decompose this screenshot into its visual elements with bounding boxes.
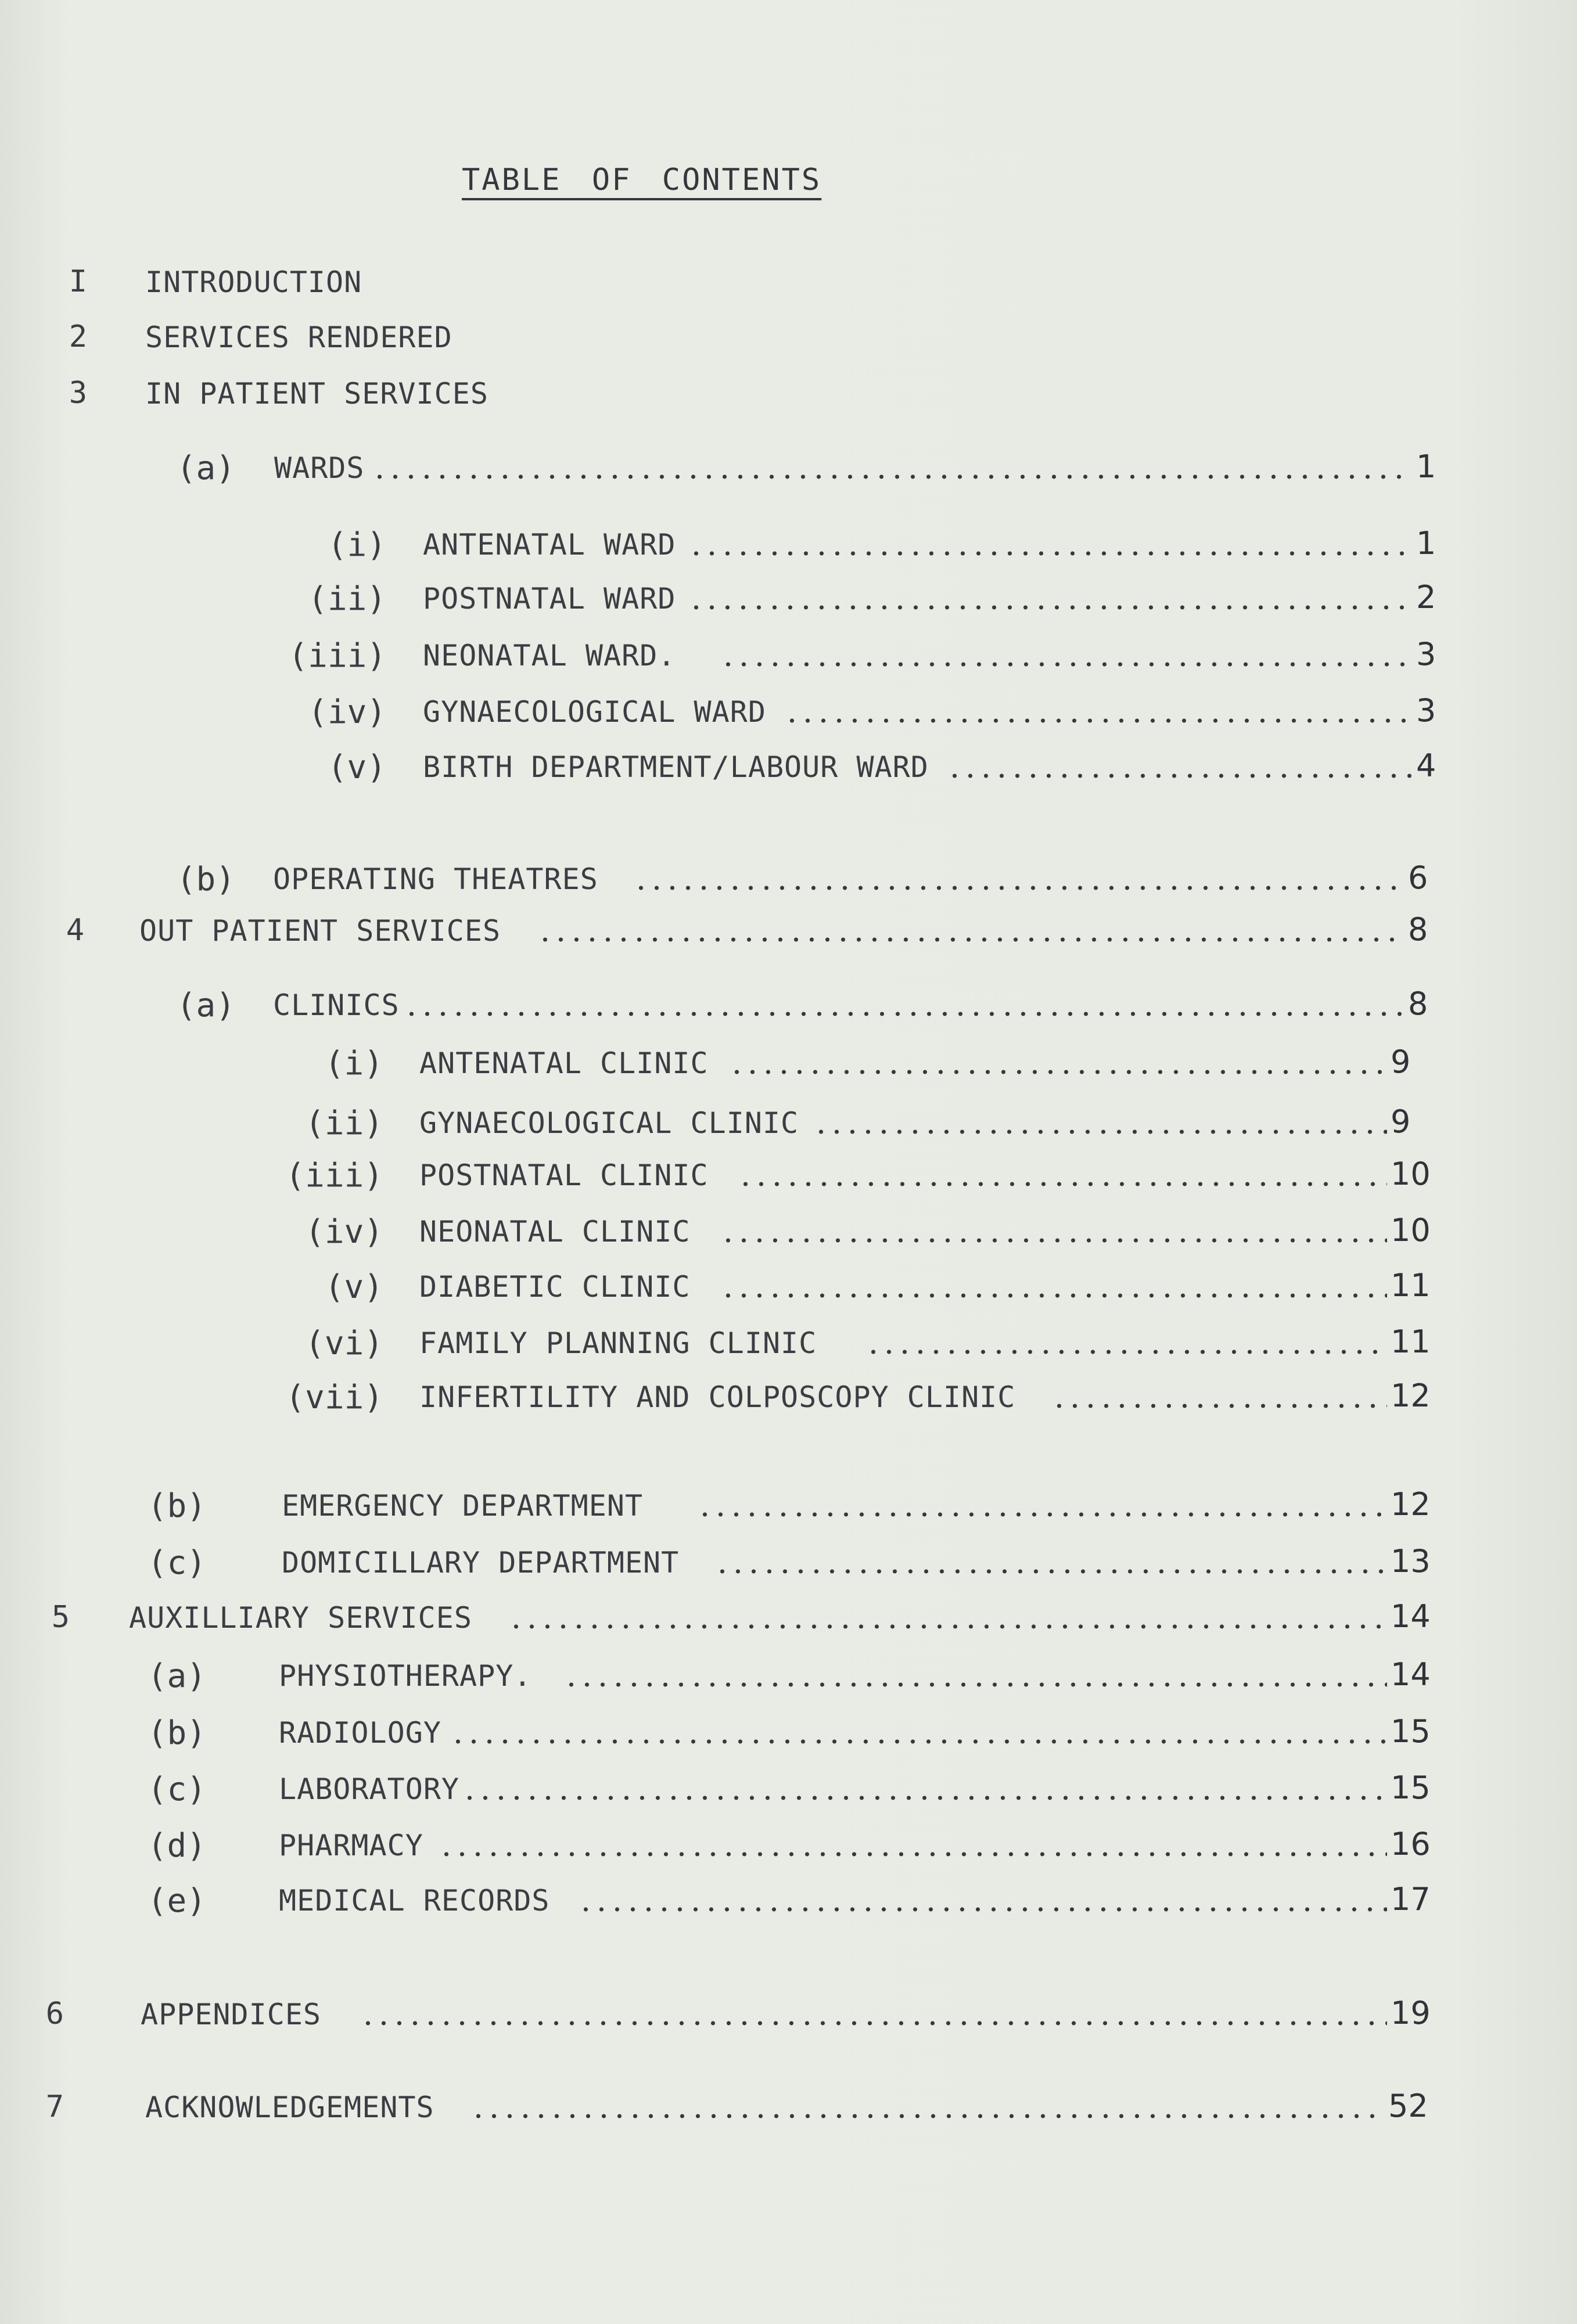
toc-entry-label: AUXILLIARY SERVICES bbox=[129, 1601, 472, 1635]
toc-entry-label: PHYSIOTHERAPY. bbox=[279, 1659, 532, 1693]
toc-leader-dots bbox=[372, 474, 1413, 479]
toc-leader-dots bbox=[537, 937, 1404, 942]
toc-entry-number: (ii) bbox=[308, 580, 386, 618]
toc-entry-number: 2 bbox=[69, 319, 87, 354]
toc-leader-dots bbox=[947, 774, 1413, 778]
toc-entry-number: (e) bbox=[147, 1882, 206, 1920]
toc-page-number: 12 bbox=[1391, 1377, 1431, 1414]
toc-leader-dots bbox=[697, 1512, 1387, 1517]
toc-leader-dots bbox=[720, 1293, 1387, 1298]
toc-entry-number: (iii) bbox=[285, 1157, 383, 1195]
toc-page-number: 3 bbox=[1416, 692, 1436, 729]
toc-leader-dots bbox=[508, 1624, 1387, 1629]
toc-page-number: 2 bbox=[1416, 579, 1436, 616]
toc-entry-label: APPENDICES bbox=[141, 1998, 322, 2031]
toc-page-number: 8 bbox=[1408, 985, 1428, 1022]
toc-page-number: 15 bbox=[1391, 1769, 1431, 1806]
toc-leader-dots bbox=[813, 1129, 1387, 1134]
toc-entry-number: 4 bbox=[66, 913, 84, 948]
toc-page-number: 11 bbox=[1391, 1267, 1431, 1304]
toc-leader-dots bbox=[404, 1012, 1404, 1016]
toc-page-number: 3 bbox=[1416, 636, 1436, 672]
toc-entry-label: POSTNATAL WARD bbox=[423, 582, 676, 616]
toc-leader-dots bbox=[439, 1852, 1387, 1857]
toc-page-number: 15 bbox=[1391, 1713, 1431, 1750]
toc-entry-number: (c) bbox=[147, 1771, 206, 1808]
toc-entry-number: (a) bbox=[147, 1657, 206, 1695]
toc-entry-number: 5 bbox=[51, 1600, 70, 1635]
toc-leader-dots bbox=[563, 1682, 1387, 1687]
toc-page-number: 13 bbox=[1391, 1543, 1431, 1580]
toc-leader-dots bbox=[462, 1796, 1387, 1800]
toc-page-number: 10 bbox=[1391, 1156, 1431, 1192]
toc-entry-number: (a) bbox=[176, 987, 235, 1024]
toc-page-number: 4 bbox=[1416, 747, 1436, 784]
toc-entry-label: ANTENATAL CLINIC bbox=[419, 1046, 709, 1080]
toc-entry-number: 6 bbox=[45, 1996, 64, 2031]
toc-page-number: 17 bbox=[1391, 1881, 1431, 1918]
toc-entry-number: (v) bbox=[324, 1268, 383, 1306]
toc-entry-label: OUT PATIENT SERVICES bbox=[139, 914, 501, 948]
toc-entry-label: FAMILY PLANNING CLINIC bbox=[419, 1326, 817, 1360]
toc-leader-dots bbox=[714, 1569, 1387, 1574]
toc-leader-dots bbox=[688, 551, 1413, 556]
toc-entry-label: IN PATIENT SERVICES bbox=[145, 377, 488, 411]
toc-entry-number: 7 bbox=[45, 2089, 64, 2124]
toc-entry-number: (iii) bbox=[288, 637, 386, 675]
toc-entry-number: I bbox=[69, 264, 87, 299]
toc-leader-dots bbox=[720, 1238, 1387, 1243]
toc-page-number: 14 bbox=[1391, 1656, 1431, 1693]
toc-page-number: 52 bbox=[1388, 2088, 1428, 2124]
toc-entry-number: (i) bbox=[324, 1045, 383, 1082]
toc-leader-dots bbox=[450, 1739, 1387, 1744]
toc-entry-number: (v) bbox=[327, 749, 386, 786]
toc-entry-number: (vi) bbox=[305, 1325, 383, 1362]
toc-entry-label: INFERTILITY AND COLPOSCOPY CLINIC bbox=[419, 1380, 1016, 1414]
toc-entry-number: 3 bbox=[69, 376, 87, 411]
toc-leader-dots bbox=[720, 662, 1413, 667]
toc-page-number: 6 bbox=[1408, 859, 1428, 896]
toc-entry-number: (i) bbox=[327, 526, 386, 564]
toc-entry-number: (c) bbox=[147, 1544, 206, 1582]
toc-leader-dots bbox=[360, 2021, 1387, 2026]
toc-entry-number: (b) bbox=[147, 1487, 206, 1525]
toc-entry-label: OPERATING THEATRES bbox=[273, 862, 598, 896]
toc-page-number: 12 bbox=[1391, 1486, 1431, 1523]
toc-entry-number: (a) bbox=[176, 449, 235, 487]
toc-entry-label: DOMICILLARY DEPARTMENT bbox=[282, 1546, 680, 1580]
toc-page-number: 16 bbox=[1391, 1826, 1431, 1862]
toc-entry-number: (iv) bbox=[305, 1213, 383, 1251]
toc-entry-label: GYNAECOLOGICAL CLINIC bbox=[419, 1106, 799, 1140]
toc-entry-label: BIRTH DEPARTMENT/LABOUR WARD bbox=[423, 750, 929, 784]
toc-leader-dots bbox=[865, 1350, 1387, 1354]
toc-page-number: 19 bbox=[1391, 1995, 1431, 2031]
toc-page-number: 8 bbox=[1408, 911, 1428, 948]
toc-page-number: 10 bbox=[1391, 1212, 1431, 1249]
toc-entry-label: CLINICS bbox=[273, 988, 400, 1022]
toc-entry-label: INTRODUCTION bbox=[145, 265, 362, 299]
toc-leader-dots bbox=[1051, 1404, 1387, 1408]
toc-entry-label: NEONATAL WARD. bbox=[423, 639, 676, 672]
toc-entry-number: (iv) bbox=[308, 693, 386, 731]
toc-entry-label: MEDICAL RECORDS bbox=[279, 1884, 550, 1918]
toc-page-number: 1 bbox=[1416, 448, 1436, 485]
toc-page-number: 11 bbox=[1391, 1323, 1431, 1360]
toc-leader-dots bbox=[688, 605, 1413, 610]
toc-entry-label: POSTNATAL CLINIC bbox=[419, 1159, 709, 1192]
toc-entry-label: EMERGENCY DEPARTMENT bbox=[282, 1489, 644, 1523]
toc-entry-label: PHARMACY bbox=[279, 1829, 423, 1862]
toc-page-number: 14 bbox=[1391, 1598, 1431, 1635]
toc-entry-number: (ii) bbox=[305, 1105, 383, 1142]
toc-entry-label: RADIOLOGY bbox=[279, 1716, 441, 1750]
toc-entry-label: NEONATAL CLINIC bbox=[419, 1215, 691, 1249]
toc-entry-label: WARDS bbox=[274, 451, 365, 485]
toc-page-number: 1 bbox=[1416, 525, 1436, 562]
toc-entry-label: ANTENATAL WARD bbox=[423, 528, 676, 562]
toc-entry-number: (b) bbox=[176, 861, 235, 898]
toc-page-number: 9 bbox=[1391, 1044, 1411, 1080]
toc-leader-dots bbox=[578, 1907, 1387, 1912]
toc-leader-dots bbox=[729, 1070, 1387, 1074]
toc-entry-number: (d) bbox=[147, 1827, 206, 1865]
toc-entry-label: GYNAECOLOGICAL WARD bbox=[423, 695, 766, 729]
toc-entry-number: (b) bbox=[147, 1714, 206, 1752]
toc-leader-dots bbox=[633, 886, 1404, 890]
toc-page-number: 9 bbox=[1391, 1103, 1411, 1140]
toc-leader-dots bbox=[470, 2114, 1385, 2118]
toc-entry-label: SERVICES RENDERED bbox=[145, 321, 452, 354]
page-title: TABLE OF CONTENTS bbox=[462, 163, 822, 197]
toc-leader-dots bbox=[784, 718, 1413, 723]
toc-leader-dots bbox=[738, 1182, 1387, 1186]
toc-entry-label: LABORATORY bbox=[279, 1772, 460, 1806]
toc-entry-number: (vii) bbox=[285, 1379, 383, 1416]
toc-entry-label: DIABETIC CLINIC bbox=[419, 1270, 691, 1304]
toc-entry-label: ACKNOWLEDGEMENTS bbox=[145, 2091, 434, 2124]
